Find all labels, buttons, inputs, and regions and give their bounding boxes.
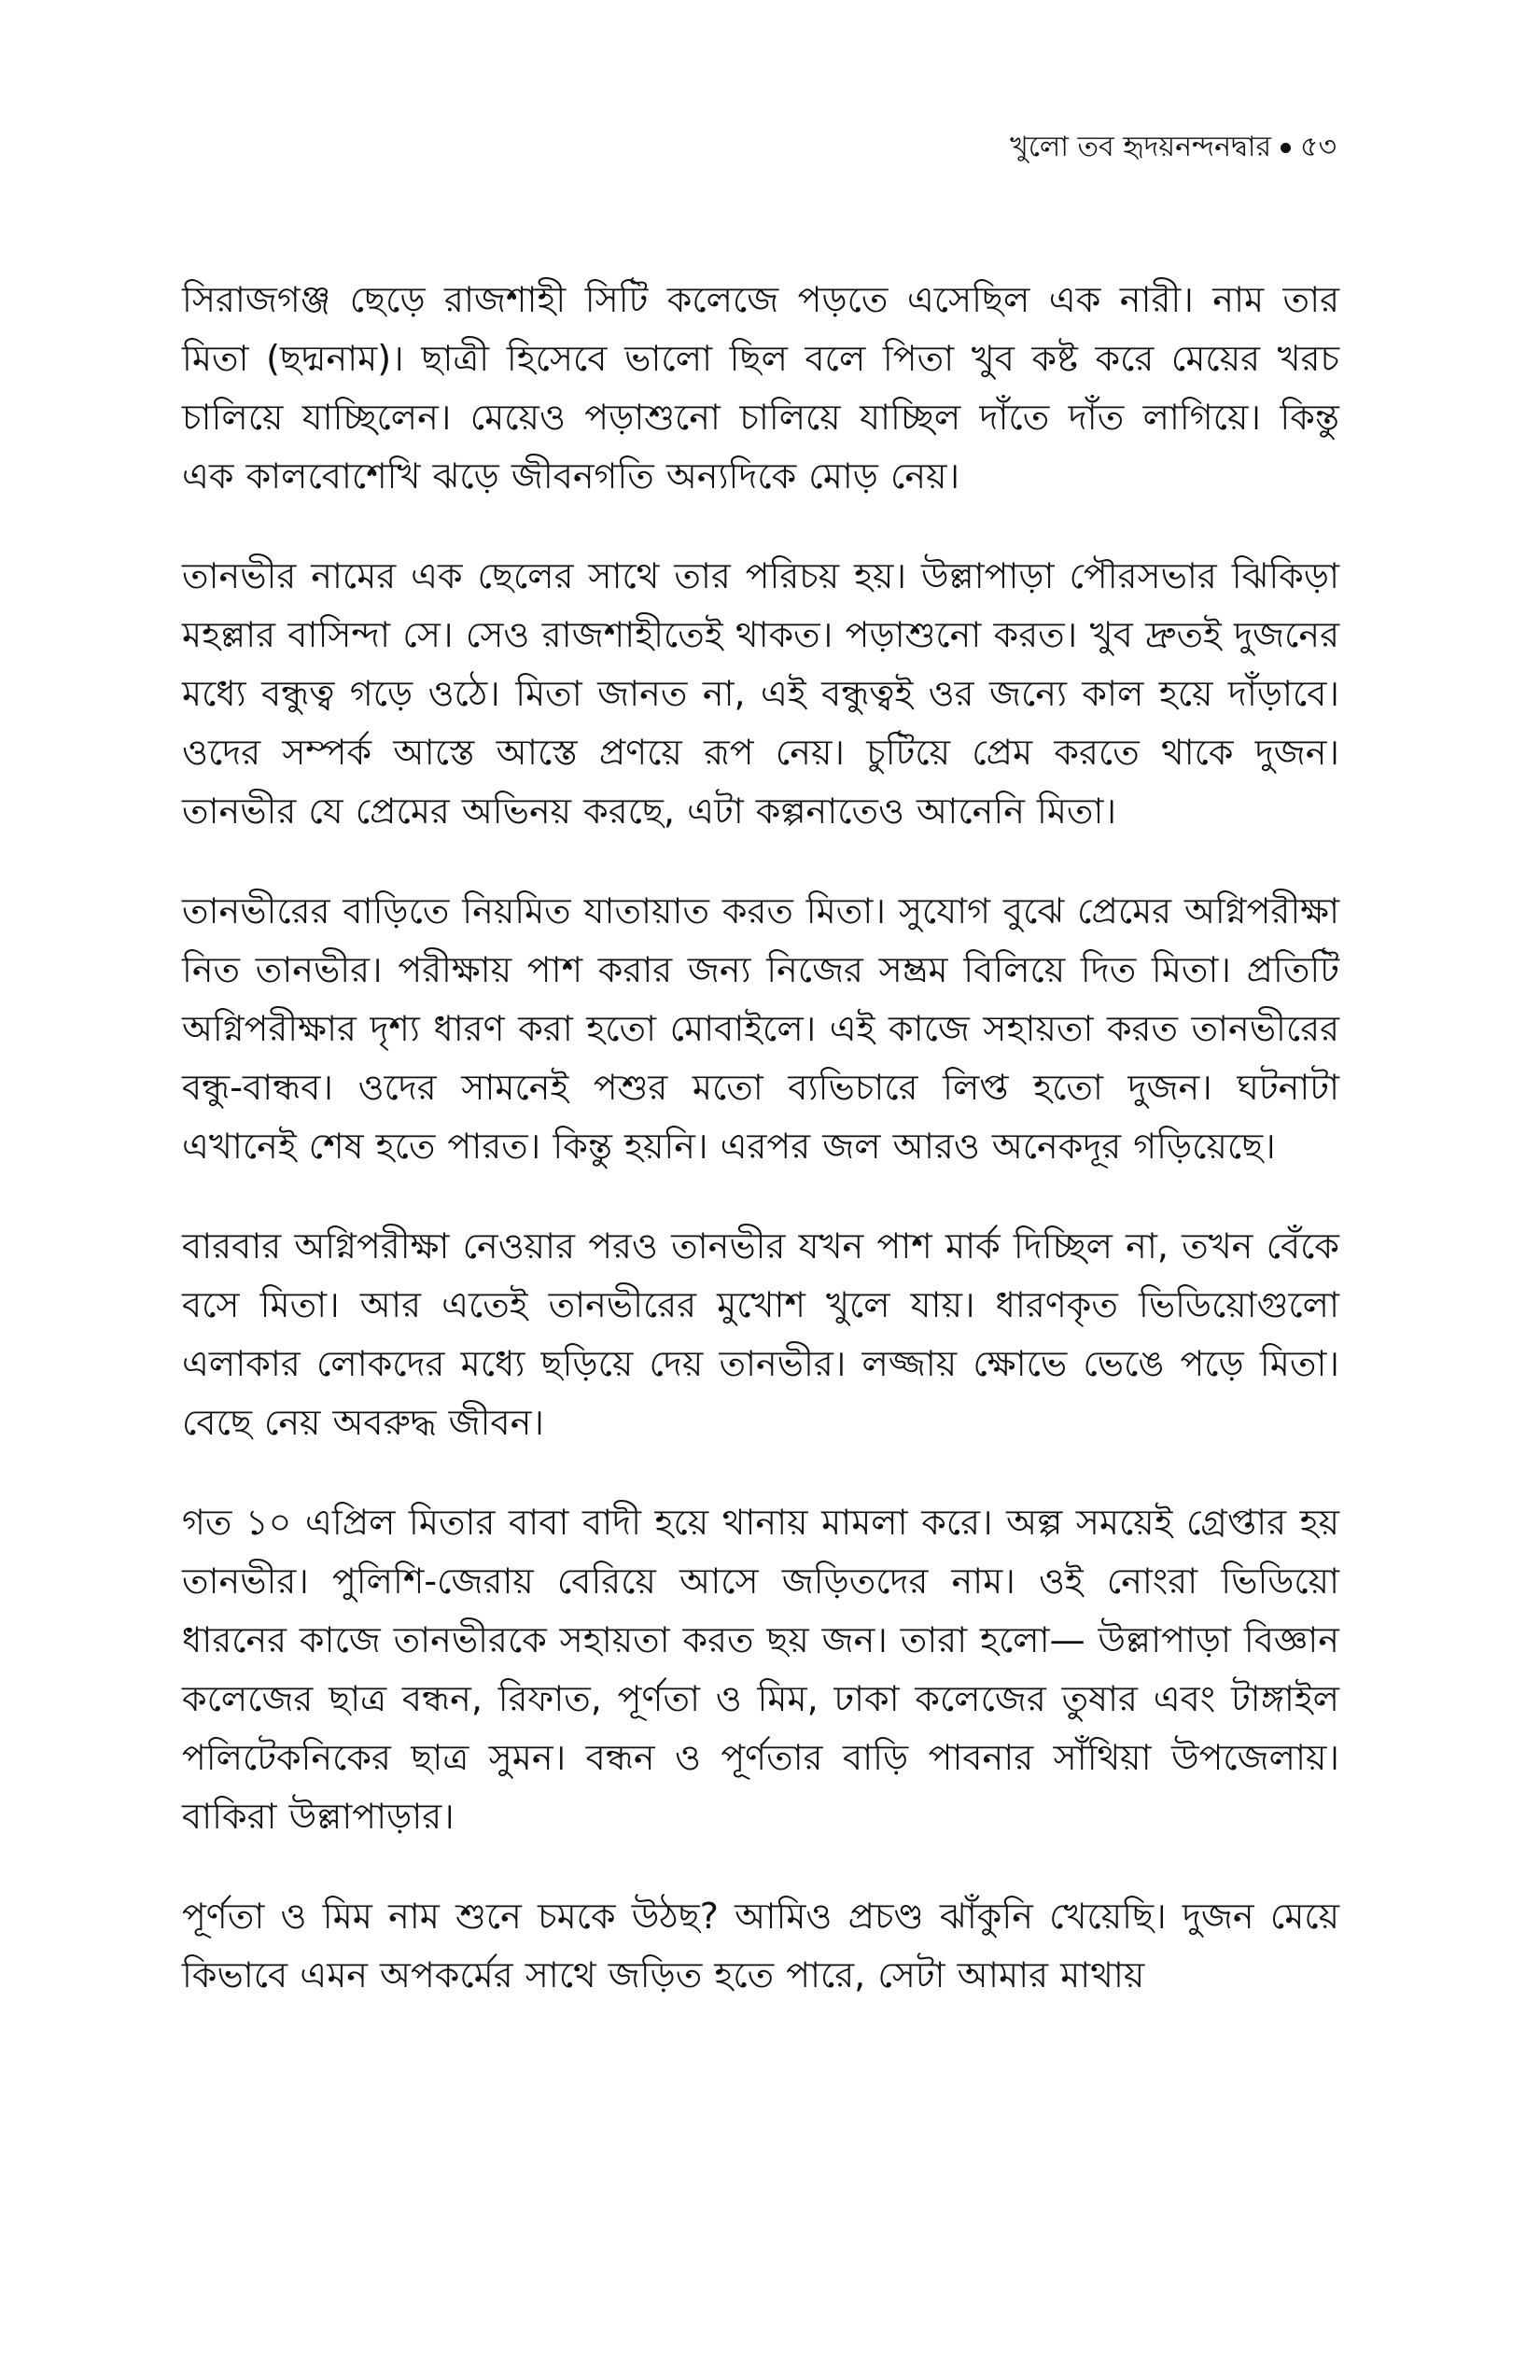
paragraph-4: বারবার অগ্নিপরীক্ষা নেওয়ার পরও তানভীর যখন পাশ মার্ক দিচ্ছিল না, তখন বেঁকে বসে মিতা। আর এতেই তানভীরের মুখোশ খুলে যায়। ধারণকৃত ভিডিয়োগুলো এলাকার লোকদের মধ্যে ছড়িয়ে দেয় তানভীর। লজ্জায় ক্ষোভে ভেঙে পড়ে মিতা। বেছে নেয় অবরুদ্ধ জীবন। <box>182 1225 1339 1443</box>
running-title: খুলো তব হৃদয়নন্দনদ্বার <box>1010 131 1272 163</box>
paragraph-2: তানভীর নামের এক ছেলের সাথে তার পরিচয় হয়। উল্লাপাড়া পৌরসভার ঝিকিড়া মহল্লার বাসিন্দা সে। সেও রাজশাহীতেই থাকত। পড়াশুনো করত। খুব দ্রুতই দুজনের মধ্যে বন্ধুত্ব গড়ে ওঠে। মিতা জানত না, এই বন্ধুত্বই ওর জন্যে কাল হয়ে দাঁড়াবে। ওদের সম্পর্ক আস্তে আস্তে প্রণয়ে রূপ নেয়। চুটিয়ে প্রেম করতে থাকে দুজন। তানভীর যে প্রেমের অভিনয় করছে, এটা কল্পনাতেও আনেনি মিতা। <box>182 555 1339 832</box>
paragraph-3: তানভীরের বাড়িতে নিয়মিত যাতায়াত করত মিতা। সুযোগ বুঝে প্রেমের অগ্নিপরীক্ষা নিত তানভীর। পরীক্ষায় পাশ করার জন্য নিজের সম্ভ্রম বিলিয়ে দিত মিতা। প্রতিটি অগ্নিপরীক্ষার দৃশ্য ধারণ করা হতো মোবাইলে। এই কাজে সহায়তা করত তানভীরের বন্ধু-বান্ধব। ওদের সামনেই পশুর মতো ব্যভিচারে লিপ্ত হতো দুজন। ঘটনাটা এখানেই শেষ হতে পারত। কিন্তু হয়নি। এরপর জল আরও অনেকদূর গড়িয়েছে। <box>182 890 1339 1167</box>
paragraph-5: গত ১০ এপ্রিল মিতার বাবা বাদী হয়ে থানায় মামলা করে। অল্প সময়েই গ্রেপ্তার হয় তানভীর। পুলিশি-জেরায় বেরিয়ে আসে জড়িতদের নাম। ওই নোংরা ভিডিয়ো ধারনের কাজে তানভীরকে সহায়তা করত ছয় জন। তারা হলো— উল্লাপাড়া বিজ্ঞান কলেজের ছাত্র বন্ধন, রিফাত, পূর্ণতা ও মিম, ঢাকা কলেজের তুষার এবং টাঙ্গাইল পলিটেকনিকের ছাত্র সুমন। বন্ধন ও পূর্ণতার বাড়ি পাবনার সাঁথিয়া উপজেলায়। বাকিরা উল্লাপাড়ার। <box>182 1502 1339 1837</box>
separator-dot-icon <box>1281 143 1291 153</box>
page-number: ৫৩ <box>1300 131 1337 163</box>
paragraph-6: পূর্ণতা ও মিম নাম শুনে চমকে উঠছ? আমিও প্রচণ্ড ঝাঁকুনি খেয়েছি। দুজন মেয়ে কিভাবে এমন অপকর্মের সাথে জড়িত হতে পারে, সেটা আমার মাথায় <box>182 1896 1339 1995</box>
paragraph-1: সিরাজগঞ্জ ছেড়ে রাজশাহী সিটি কলেজে পড়তে এসেছিল এক নারী। নাম তার মিতা (ছদ্মনাম)। ছাত্রী হিসেবে ভালো ছিল বলে পিতা খুব কষ্ট করে মেয়ের খরচ চালিয়ে যাচ্ছিলেন। মেয়েও পড়াশুনো চালিয়ে যাচ্ছিল দাঁতে দাঁত লাগিয়ে। কিন্তু এক কালবোশেখি ঝড়ে জীবনগতি অন্যদিকে মোড় নেয়। <box>182 279 1339 497</box>
running-header <box>1010 129 1337 166</box>
body-text <box>182 271 1339 2046</box>
